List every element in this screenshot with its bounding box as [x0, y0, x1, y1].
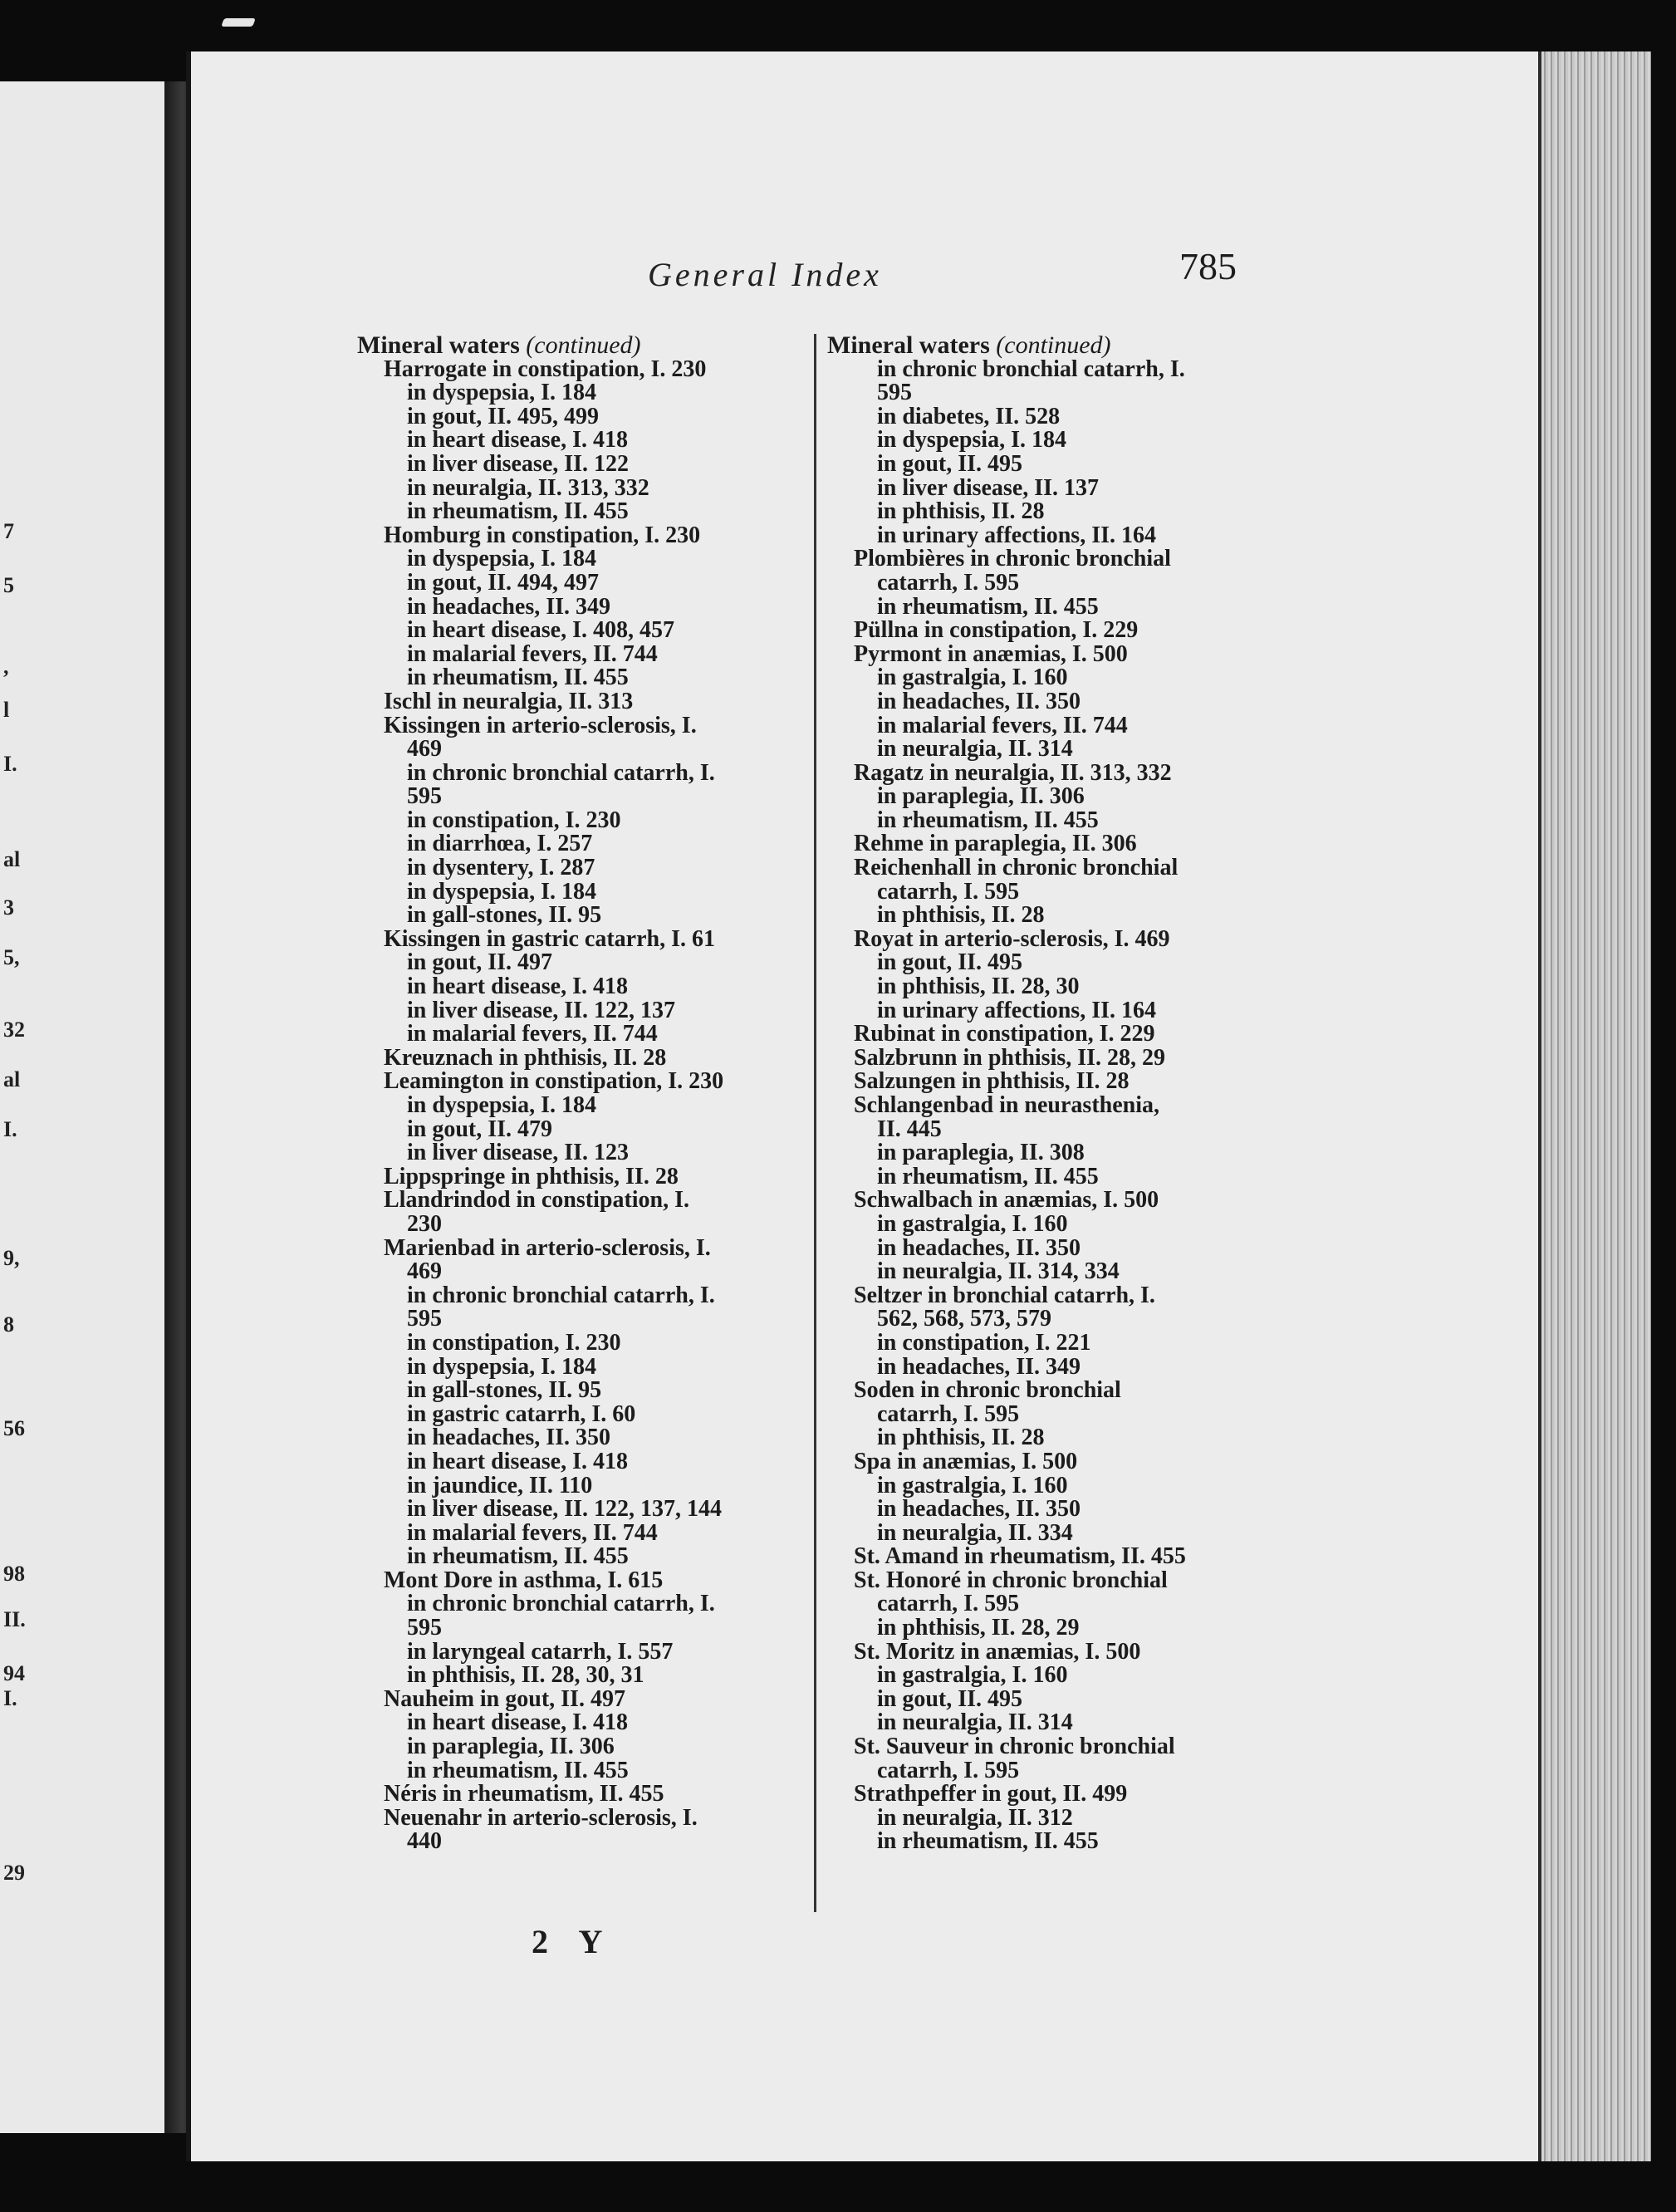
index-subentry: in phthisis, II. 28	[877, 902, 1045, 929]
index-subentry: in malarial fevers, II. 744	[407, 1021, 658, 1047]
index-entry: Leamington in constipation, I. 230	[384, 1068, 724, 1095]
index-subentry: in chronic bronchial catarrh, I.	[407, 1591, 715, 1617]
index-entry: Homburg in constipation, I. 230	[384, 522, 701, 548]
index-subentry: in paraplegia, II. 306	[407, 1734, 615, 1760]
index-subentry: 562, 568, 573, 579	[877, 1306, 1051, 1332]
running-head: General Index	[648, 256, 882, 293]
index-entry: Mont Dore in asthma, I. 615	[384, 1567, 664, 1593]
index-subentry: II. 445	[877, 1116, 942, 1142]
index-subentry: in headaches, II. 349	[877, 1353, 1081, 1380]
index-subentry: in jaundice, II. 110	[407, 1472, 593, 1498]
index-entry: Plombières in chronic bronchial	[854, 546, 1171, 572]
index-subentry: 595	[407, 1615, 442, 1641]
index-entry: Schlangenbad in neurasthenia,	[854, 1092, 1159, 1118]
signature-mark: 2 Y	[532, 1923, 615, 1960]
left-page-fragment: I.	[3, 1117, 17, 1141]
index-entry: Ischl in neuralgia, II. 313	[384, 688, 634, 714]
index-subentry: in dyspepsia, I. 184	[407, 878, 596, 905]
left-page-fragment: I.	[3, 1686, 17, 1710]
index-subentry: in rheumatism, II. 455	[877, 1828, 1099, 1855]
index-subentry: catarrh, I. 595	[877, 569, 1020, 596]
left-page-fragment: 29	[3, 1861, 25, 1885]
index-subentry: 230	[407, 1210, 442, 1237]
index-subentry: in rheumatism, II. 455	[407, 1757, 629, 1783]
left-page-fragment: 7	[3, 519, 14, 543]
heading-continued: (continued)	[996, 331, 1111, 359]
index-subentry: in rheumatism, II. 455	[877, 1163, 1099, 1189]
left-page-fragment: 5	[3, 573, 14, 597]
index-subentry: in heart disease, I. 408, 457	[407, 617, 674, 644]
left-page-fragment: ,	[3, 655, 9, 679]
index-subentry: catarrh, I. 595	[877, 1400, 1020, 1427]
index-subentry: in malarial fevers, II. 744	[407, 640, 658, 667]
left-page-fragment: 8	[3, 1312, 14, 1337]
index-subentry: in phthisis, II. 28, 30	[877, 974, 1080, 1000]
index-heading	[827, 331, 1541, 359]
index-subentry: 440	[407, 1828, 442, 1855]
heading-text: Mineral waters	[827, 331, 990, 359]
left-page-fragment: I.	[3, 752, 17, 776]
left-page-fragment: l	[3, 698, 10, 722]
page-edges	[1538, 51, 1651, 2161]
index-entry: Seltzer in bronchial catarrh, I.	[854, 1282, 1155, 1308]
left-page-fragment: 56	[3, 1416, 25, 1440]
index-subentry: in liver disease, II. 137	[877, 474, 1100, 501]
index-subentry: in liver disease, II. 122, 137	[407, 997, 676, 1023]
index-subentry: in phthisis, II. 28, 30, 31	[407, 1662, 644, 1689]
index-subentry: in neuralgia, II. 314	[877, 736, 1073, 763]
right-page	[186, 51, 1543, 2161]
index-subentry: in urinary affections, II. 164	[877, 522, 1156, 548]
index-subentry: in neuralgia, II. 314, 334	[877, 1258, 1120, 1285]
index-entry: St. Amand in rheumatism, II. 455	[854, 1543, 1186, 1570]
index-subentry: in gout, II. 495	[877, 1685, 1023, 1712]
left-page-fragment: 98	[3, 1562, 25, 1586]
index-subentry: in dysentery, I. 287	[407, 855, 595, 881]
index-entry: Rubinat in constipation, I. 229	[854, 1021, 1155, 1047]
index-subentry: 595	[407, 1306, 442, 1332]
index-subentry: in heart disease, I. 418	[407, 1448, 628, 1474]
index-subentry: 595	[407, 783, 442, 810]
index-entry: Reichenhall in chronic bronchial	[854, 855, 1179, 881]
left-page-fragment: 32	[3, 1018, 25, 1042]
index-subentry: in chronic bronchial catarrh, I.	[407, 1282, 715, 1308]
index-subentry: in dyspepsia, I. 184	[407, 1353, 596, 1380]
index-subentry: in phthisis, II. 28, 29	[877, 1615, 1080, 1641]
index-entry: Marienbad in arterio-sclerosis, I.	[384, 1234, 711, 1261]
index-subentry: in malarial fevers, II. 744	[407, 1519, 658, 1546]
left-page-edge	[0, 81, 168, 2133]
index-subentry: in heart disease, I. 418	[407, 974, 628, 1000]
index-subentry: in gout, II. 479	[407, 1116, 553, 1142]
index-subentry: in headaches, II. 349	[407, 593, 611, 620]
index-subentry: in liver disease, II. 123	[407, 1140, 630, 1166]
index-subentry: in neuralgia, II. 314	[877, 1709, 1073, 1736]
index-entry: Salzungen in phthisis, II. 28	[854, 1068, 1130, 1095]
index-subentry: in gastralgia, I. 160	[877, 1662, 1068, 1689]
left-page-fragment: al	[3, 847, 21, 871]
index-subentry: in neuralgia, II. 313, 332	[407, 474, 649, 501]
index-entry: St. Honoré in chronic bronchial	[854, 1567, 1168, 1593]
index-subentry: in headaches, II. 350	[877, 1496, 1081, 1523]
index-subentry: catarrh, I. 595	[877, 1757, 1020, 1783]
index-subentry: in chronic bronchial catarrh, I.	[407, 759, 715, 786]
index-entry: Salzbrunn in phthisis, II. 28, 29	[854, 1044, 1166, 1071]
index-subentry: in phthisis, II. 28	[877, 1425, 1045, 1451]
index-entry: Rehme in paraplegia, II. 306	[854, 831, 1137, 857]
index-subentry: catarrh, I. 595	[877, 878, 1020, 905]
index-entry: Strathpeffer in gout, II. 499	[854, 1781, 1128, 1807]
index-subentry: in gout, II. 495	[877, 450, 1023, 477]
index-subentry: in gastric catarrh, I. 60	[407, 1400, 636, 1427]
index-subentry: in gastralgia, I. 160	[877, 1210, 1068, 1237]
index-subentry: in constipation, I. 230	[407, 807, 621, 833]
index-subentry: in gout, II. 497	[407, 949, 553, 976]
left-page-fragment: 94	[3, 1661, 25, 1685]
index-entry: Nauheim in gout, II. 497	[384, 1685, 625, 1712]
index-subentry: in headaches, II. 350	[407, 1425, 611, 1451]
index-entry: Lippspringe in phthisis, II. 28	[384, 1163, 679, 1189]
index-entry: Néris in rheumatism, II. 455	[384, 1781, 664, 1807]
index-entry: Püllna in constipation, I. 229	[854, 617, 1139, 644]
index-subentry: in phthisis, II. 28	[877, 498, 1045, 525]
index-subentry: in gout, II. 494, 497	[407, 569, 600, 596]
index-subentry: in neuralgia, II. 334	[877, 1519, 1073, 1546]
scan-mark	[221, 18, 256, 27]
index-subentry: in urinary affections, II. 164	[877, 997, 1156, 1023]
index-entry: Kreuznach in phthisis, II. 28	[384, 1044, 667, 1071]
left-page-fragment: 5,	[3, 945, 20, 969]
left-page-fragment: 3	[3, 895, 14, 920]
index-subentry: in neuralgia, II. 312	[877, 1804, 1073, 1831]
index-entry: Llandrindod in constipation, I.	[384, 1187, 690, 1214]
index-subentry: 595	[877, 380, 912, 406]
index-subentry: in paraplegia, II. 308	[877, 1140, 1085, 1166]
index-subentry: in headaches, II. 350	[877, 1234, 1081, 1261]
index-entry: Pyrmont in anæmias, I. 500	[854, 640, 1128, 667]
index-subentry: 469	[407, 1258, 442, 1285]
index-subentry: in rheumatism, II. 455	[877, 593, 1099, 620]
index-entry: Schwalbach in anæmias, I. 500	[854, 1187, 1159, 1214]
index-entry: Neuenahr in arterio-sclerosis, I.	[384, 1804, 698, 1831]
index-entry: Kissingen in gastric catarrh, I. 61	[384, 925, 715, 952]
index-subentry: in gall-stones, II. 95	[407, 902, 602, 929]
index-entry: St. Sauveur in chronic bronchial	[854, 1734, 1175, 1760]
index-entry: Kissingen in arterio-sclerosis, I.	[384, 712, 697, 738]
index-subentry: in liver disease, II. 122, 137, 144	[407, 1496, 723, 1523]
index-subentry: in rheumatism, II. 455	[407, 498, 629, 525]
index-subentry: in gastralgia, I. 160	[877, 665, 1068, 691]
left-page-fragment: 9,	[3, 1246, 20, 1270]
index-subentry: in headaches, II. 350	[877, 688, 1081, 714]
index-entry: Harrogate in constipation, I. 230	[384, 356, 707, 382]
index-subentry: in dyspepsia, I. 184	[877, 427, 1066, 454]
index-subentry: in diarrhœa, I. 257	[407, 831, 593, 857]
index-subentry: in paraplegia, II. 306	[877, 783, 1085, 810]
index-subentry: in laryngeal catarrh, I. 557	[407, 1638, 674, 1665]
index-subentry: in malarial fevers, II. 744	[877, 712, 1128, 738]
index-entry: Spa in anæmias, I. 500	[854, 1448, 1078, 1474]
index-subentry: in gout, II. 495, 499	[407, 403, 600, 429]
index-subentry: in dyspepsia, I. 184	[407, 1092, 596, 1118]
page-number: 785	[1179, 245, 1237, 287]
index-subentry: in gout, II. 495	[877, 949, 1023, 976]
heading-text: Mineral waters	[357, 331, 520, 359]
column-divider	[814, 334, 816, 1912]
index-entries-right	[827, 358, 1541, 1854]
index-subentry: in constipation, I. 221	[877, 1329, 1091, 1356]
heading-continued: (continued)	[526, 331, 641, 359]
index-entry: Royat in arterio-sclerosis, I. 469	[854, 925, 1170, 952]
index-entry: Ragatz in neuralgia, II. 313, 332	[854, 759, 1172, 786]
index-subentry: in heart disease, I. 418	[407, 427, 628, 454]
index-subentry: in gastralgia, I. 160	[877, 1472, 1068, 1498]
index-subentry: in chronic bronchial catarrh, I.	[877, 356, 1185, 382]
index-column-right	[827, 331, 1541, 1855]
index-subentry: in constipation, I. 230	[407, 1329, 621, 1356]
index-subentry: in liver disease, II. 122	[407, 450, 630, 477]
index-subentry: in heart disease, I. 418	[407, 1709, 628, 1736]
left-page-fragment: II.	[3, 1607, 26, 1631]
index-subentry: in gall-stones, II. 95	[407, 1377, 602, 1404]
index-subentry: in rheumatism, II. 455	[877, 807, 1099, 833]
index-subentry: in rheumatism, II. 455	[407, 1543, 629, 1570]
index-subentry: in rheumatism, II. 455	[407, 665, 629, 691]
index-entry: Soden in chronic bronchial	[854, 1377, 1121, 1404]
index-subentry: in dyspepsia, I. 184	[407, 546, 596, 572]
index-subentry: catarrh, I. 595	[877, 1591, 1020, 1617]
index-entry: St. Moritz in anæmias, I. 500	[854, 1638, 1141, 1665]
index-subentry: 469	[407, 736, 442, 763]
left-page-fragment: al	[3, 1067, 21, 1091]
index-subentry: in diabetes, II. 528	[877, 403, 1061, 429]
index-subentry: in dyspepsia, I. 184	[407, 380, 596, 406]
